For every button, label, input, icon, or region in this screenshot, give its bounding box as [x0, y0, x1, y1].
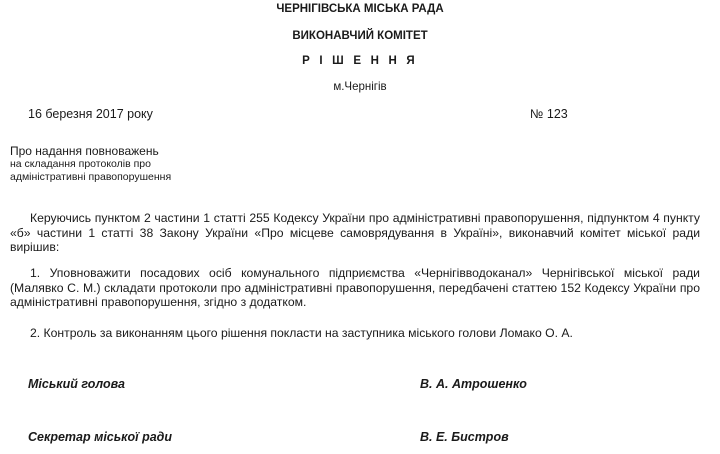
committee-heading: ВИКОНАВЧИЙ КОМІТЕТ [292, 30, 428, 42]
preamble-paragraph: Керуючись пунктом 2 частини 1 статті 255 Кодексу України про адміністративні правопорушення, підпунктом 4 пункту «б» частини 1 статті 38 Закону України «Про місцеве самоврядування в Україні», виконавчий комітет міської ради вирішив: [10, 211, 700, 254]
document-date: 16 березня 2017 року [28, 107, 153, 121]
subject-line-1: Про надання повноважень [10, 144, 159, 158]
city-line: м.Чернігів [333, 81, 387, 93]
document-subject [10, 145, 171, 184]
signature-name-secretary: В. Е. Бистров [420, 430, 509, 444]
signature-role-mayor: Міський голова [28, 377, 125, 391]
subject-line-2: на складання протоколів про [10, 158, 151, 170]
decision-item-2: 2. Контроль за виконанням цього рішення покласти на заступника міського голови Ломако О. А. [30, 326, 573, 340]
signature-name-mayor: В. А. Атрошенко [420, 377, 527, 391]
council-heading: ЧЕРНІГІВСЬКА МІСЬКА РАДА [276, 3, 444, 15]
decision-item-1: 1. Уповноважити посадових осіб комунального підприємства «Чернігівводоканал» Чернігівської міської ради (Малявко С. М.) складати протоколи про адміністративні правопорушення, передбачені статтею 152 Кодексу України про адміністративні правопорушення, згідно з додатком. [10, 266, 700, 309]
signature-role-secretary: Секретар міської ради [28, 430, 173, 444]
document-number: № 123 [530, 107, 568, 121]
subject-line-3: адміністративні правопорушення [10, 171, 172, 183]
document-type-heading: Р І Ш Е Н Н Я [302, 55, 418, 67]
